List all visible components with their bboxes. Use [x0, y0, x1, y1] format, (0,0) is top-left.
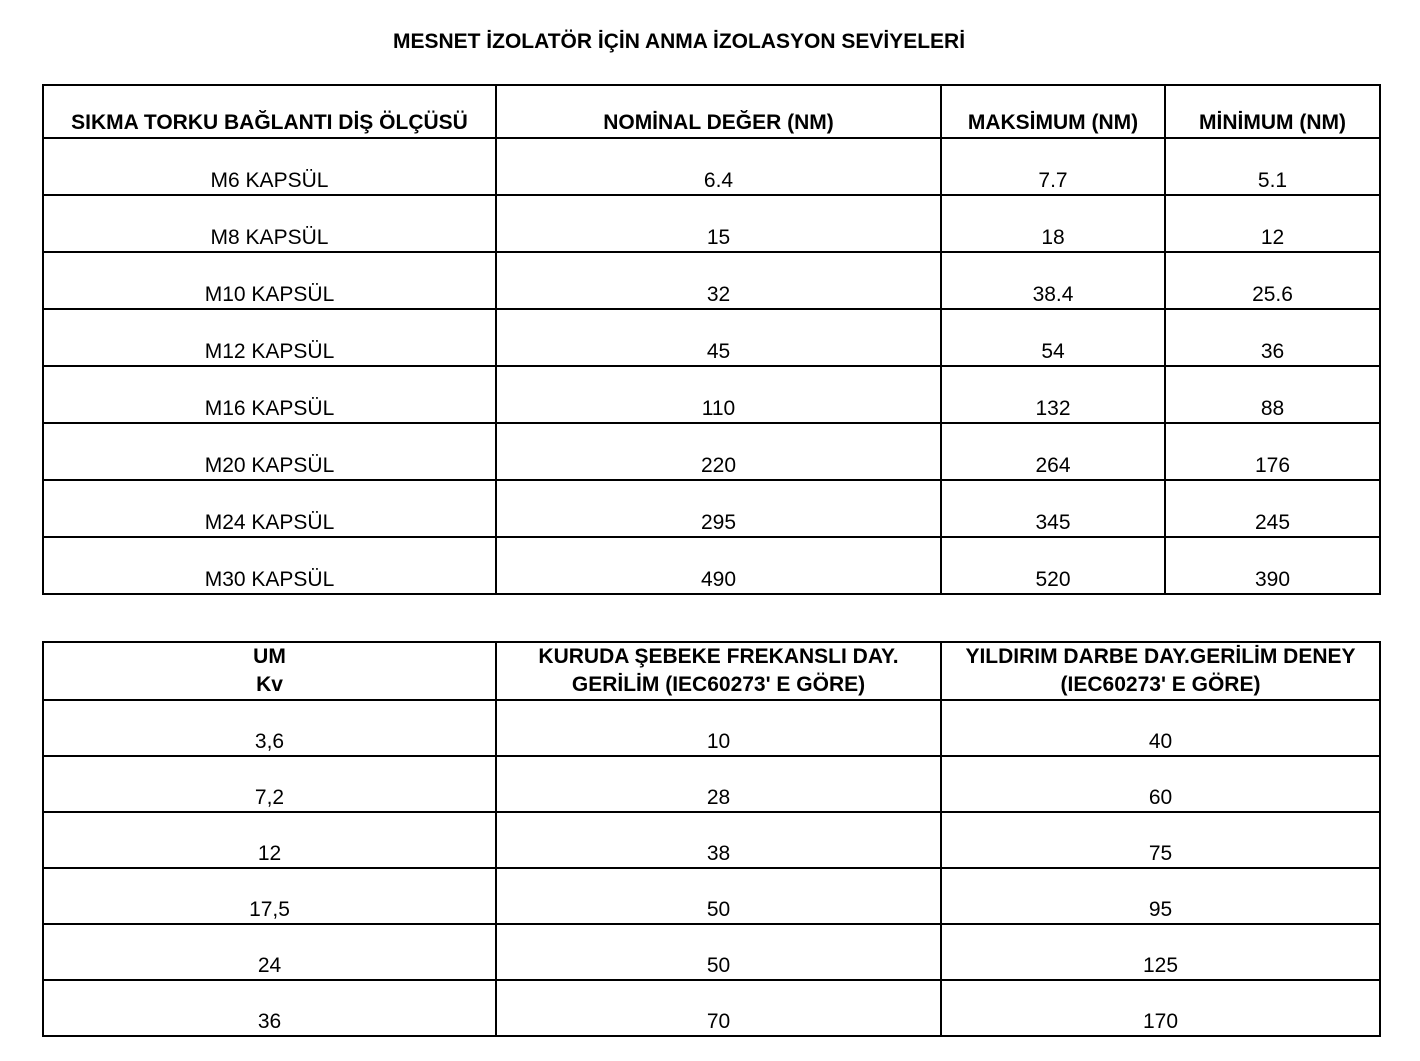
col-header-maximum: MAKSİMUM (NM): [941, 85, 1165, 138]
cell-nominal: 220: [496, 423, 941, 480]
cell-minimum: 88: [1165, 366, 1380, 423]
cell-lightning-impulse: 125: [941, 924, 1380, 980]
insulation-header-row: [43, 642, 1380, 700]
col-header-thread-size: SIKMA TORKU BAĞLANTI DİŞ ÖLÇÜSÜ: [43, 85, 496, 138]
cell-lightning-impulse: 95: [941, 868, 1380, 924]
cell-maximum: 264: [941, 423, 1165, 480]
table-row: [43, 480, 1380, 537]
cell-maximum: 54: [941, 309, 1165, 366]
torque-header-row: [43, 85, 1380, 138]
cell-lightning-impulse: 170: [941, 980, 1380, 1036]
cell-nominal: 45: [496, 309, 941, 366]
table-row: [43, 756, 1380, 812]
table-row: [43, 924, 1380, 980]
col-header-minimum: MİNİMUM (NM): [1165, 85, 1380, 138]
table-row: [43, 537, 1380, 594]
cell-dry-frequency: 50: [496, 924, 941, 980]
cell-um: 17,5: [43, 868, 496, 924]
table-row: [43, 138, 1380, 195]
cell-minimum: 25.6: [1165, 252, 1380, 309]
cell-um: 3,6: [43, 700, 496, 756]
cell-thread-size: M20 KAPSÜL: [43, 423, 496, 480]
cell-dry-frequency: 10: [496, 700, 941, 756]
col-header-um-line2: Kv: [256, 673, 283, 696]
cell-thread-size: M16 KAPSÜL: [43, 366, 496, 423]
cell-minimum: 245: [1165, 480, 1380, 537]
cell-nominal: 110: [496, 366, 941, 423]
table-row: [43, 195, 1380, 252]
table-row: [43, 423, 1380, 480]
col-header-nominal: NOMİNAL DEĞER (NM): [496, 85, 941, 138]
cell-maximum: 132: [941, 366, 1165, 423]
cell-minimum: 12: [1165, 195, 1380, 252]
cell-um: 36: [43, 980, 496, 1036]
cell-lightning-impulse: 40: [941, 700, 1380, 756]
col-header-impulse-line2: (IEC60273' E GÖRE): [1060, 673, 1261, 696]
cell-um: 24: [43, 924, 496, 980]
cell-thread-size: M24 KAPSÜL: [43, 480, 496, 537]
cell-thread-size: M6 KAPSÜL: [43, 138, 496, 195]
cell-lightning-impulse: 60: [941, 756, 1380, 812]
cell-maximum: 345: [941, 480, 1165, 537]
table-row: [43, 366, 1380, 423]
cell-thread-size: M12 KAPSÜL: [43, 309, 496, 366]
insulation-table: [42, 641, 1381, 1037]
cell-maximum: 7.7: [941, 138, 1165, 195]
cell-um: 12: [43, 812, 496, 868]
col-header-dry-line1: KURUDA ŞEBEKE FREKANSLI DAY.: [538, 645, 899, 668]
cell-um: 7,2: [43, 756, 496, 812]
cell-maximum: 520: [941, 537, 1165, 594]
col-header-um: [43, 642, 496, 700]
table-row: [43, 700, 1380, 756]
cell-thread-size: M30 KAPSÜL: [43, 537, 496, 594]
page-title: MESNET İZOLATÖR İÇİN ANMA İZOLASYON SEVİYELERİ: [392, 30, 966, 53]
cell-minimum: 36: [1165, 309, 1380, 366]
cell-maximum: 18: [941, 195, 1165, 252]
table-row: [43, 980, 1380, 1036]
cell-dry-frequency: 50: [496, 868, 941, 924]
cell-dry-frequency: 28: [496, 756, 941, 812]
cell-nominal: 6.4: [496, 138, 941, 195]
cell-dry-frequency: 70: [496, 980, 941, 1036]
col-header-um-line1: UM: [253, 645, 286, 668]
torque-table: [42, 84, 1381, 595]
table-row: [43, 309, 1380, 366]
cell-maximum: 38.4: [941, 252, 1165, 309]
col-header-lightning-impulse: [941, 642, 1380, 700]
cell-lightning-impulse: 75: [941, 812, 1380, 868]
col-header-dry-frequency: [496, 642, 941, 700]
table-row: [43, 868, 1380, 924]
cell-thread-size: M10 KAPSÜL: [43, 252, 496, 309]
table-row: [43, 812, 1380, 868]
col-header-impulse-line1: YILDIRIM DARBE DAY.GERİLİM DENEY: [965, 645, 1356, 668]
cell-minimum: 176: [1165, 423, 1380, 480]
cell-nominal: 295: [496, 480, 941, 537]
cell-dry-frequency: 38: [496, 812, 941, 868]
cell-minimum: 5.1: [1165, 138, 1380, 195]
cell-nominal: 15: [496, 195, 941, 252]
cell-nominal: 32: [496, 252, 941, 309]
cell-minimum: 390: [1165, 537, 1380, 594]
col-header-dry-line2: GERİLİM (IEC60273' E GÖRE): [571, 673, 866, 696]
table-row: [43, 252, 1380, 309]
cell-nominal: 490: [496, 537, 941, 594]
cell-thread-size: M8 KAPSÜL: [43, 195, 496, 252]
